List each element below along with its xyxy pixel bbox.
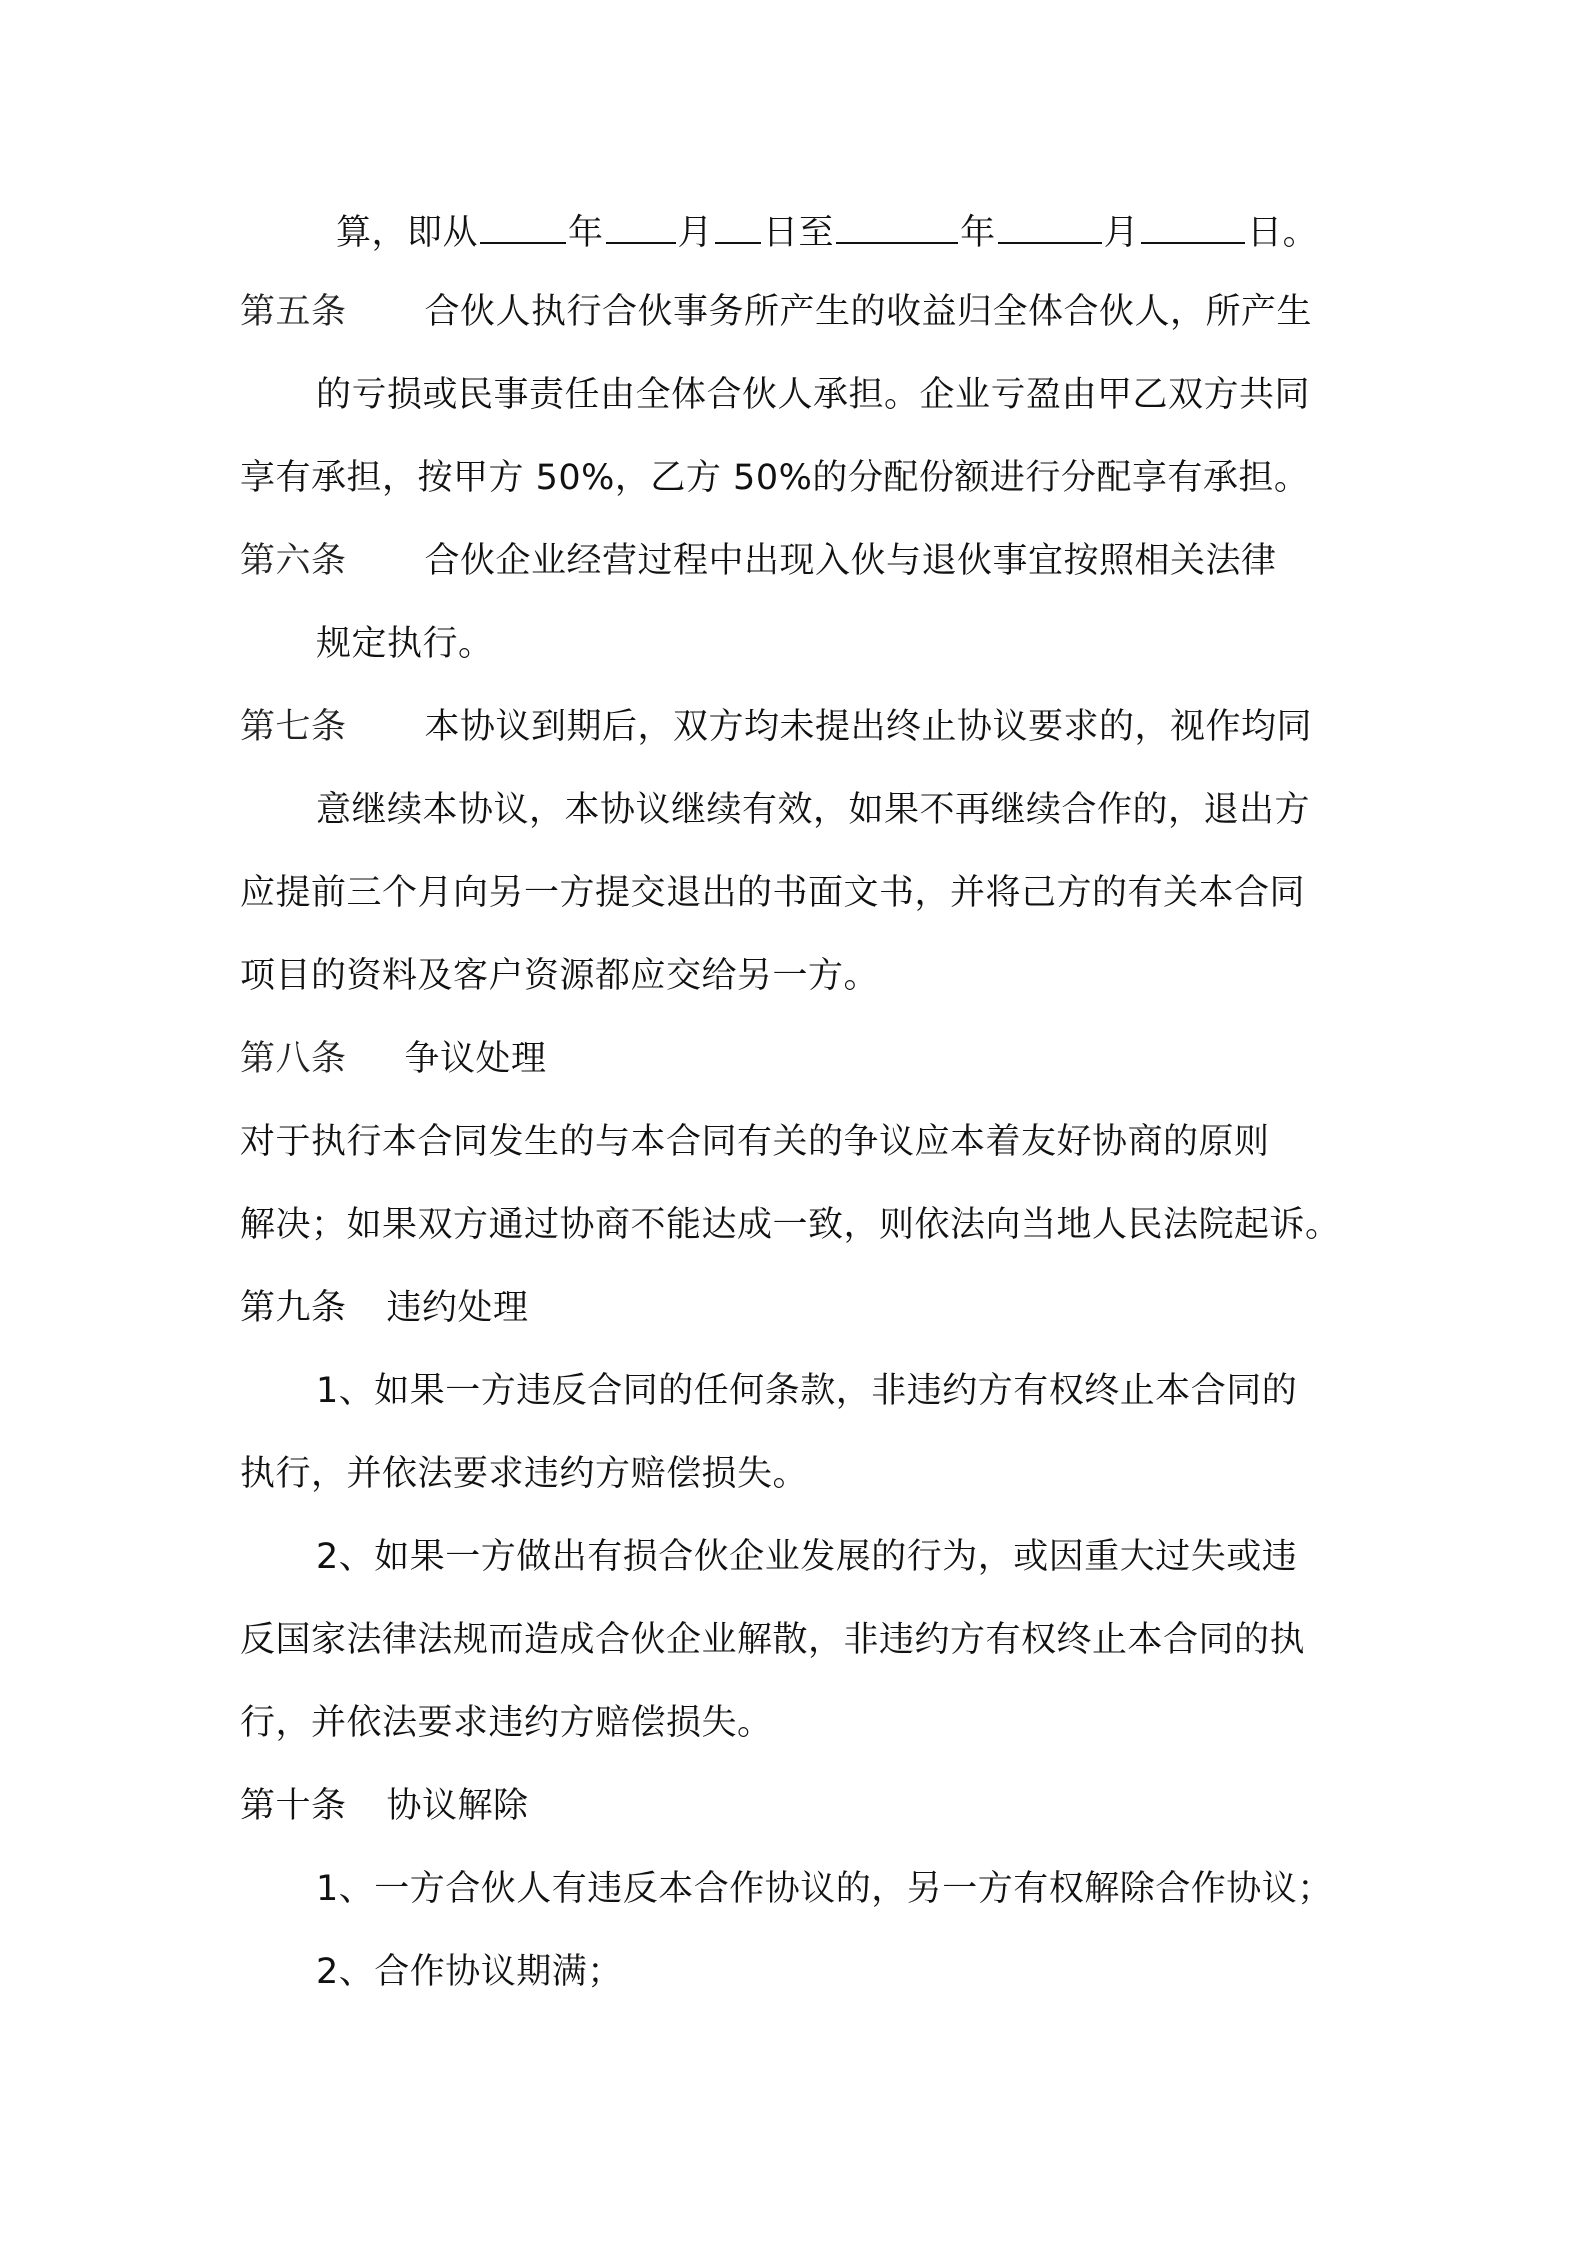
- article-text: 合伙人执行合伙事务所产生的收益归全体合伙人，所产生: [424, 292, 1313, 332]
- article-number: 第九条: [240, 1288, 347, 1328]
- article-10-heading-line: [240, 1781, 1360, 1831]
- text-fragment: 日至: [763, 213, 835, 253]
- article-5-heading-line: [240, 287, 1360, 337]
- article-number: 第七条: [240, 707, 347, 747]
- article-6-heading-line: [240, 536, 1360, 586]
- blank-end-day: [1141, 204, 1245, 244]
- paragraph-line: 2、如果一方做出有损合伙企业发展的行为，或因重大过失或违: [316, 1537, 1298, 1577]
- text-fragment: 日。: [1247, 213, 1319, 253]
- paragraph-line: 执行，并依法要求违约方赔偿损失。: [240, 1454, 809, 1494]
- blank-end-month: [998, 204, 1102, 244]
- paragraph-line: 对于执行本合同发生的与本合同有关的争议应本着友好协商的原则: [240, 1122, 1270, 1162]
- paragraph-line: 1、如果一方违反合同的任何条款，非违约方有权终止本合同的: [316, 1371, 1298, 1411]
- paragraph-line: 2、合作协议期满；: [316, 1952, 623, 1992]
- paragraph-line: 规定执行。: [316, 624, 494, 664]
- blank-start-day: [715, 204, 761, 244]
- article-number: 第五条: [240, 292, 347, 332]
- article-number: 第六条: [240, 541, 347, 581]
- article-8-heading-line: [240, 1034, 1360, 1084]
- text-fragment: 月: [1103, 213, 1140, 253]
- article-title: 违约处理: [386, 1288, 529, 1328]
- article-9-heading-line: [240, 1283, 1360, 1333]
- blank-start-month: [606, 204, 676, 244]
- text-fragment: 算，即从: [336, 213, 479, 253]
- blank-end-year: [836, 204, 958, 244]
- blank-start-year: [480, 204, 566, 244]
- paragraph-line: 项目的资料及客户资源都应交给另一方。: [240, 956, 880, 996]
- paragraph-line: 应提前三个月向另一方提交退出的书面文书，并将己方的有关本合同: [240, 873, 1306, 913]
- article-7-heading-line: [240, 702, 1360, 752]
- article-number: 第八条: [240, 1039, 347, 1079]
- article-text: 本协议到期后，双方均未提出终止协议要求的，视作均同: [424, 707, 1313, 747]
- article-title: 协议解除: [386, 1786, 529, 1826]
- text-fragment: 年: [568, 213, 604, 253]
- text-fragment: 年: [960, 213, 996, 253]
- paragraph-line: 反国家法律法规而造成合伙企业解散，非违约方有权终止本合同的执: [240, 1620, 1306, 1660]
- paragraph-line: 意继续本协议，本协议继续有效，如果不再继续合作的，退出方: [316, 790, 1311, 830]
- text-fragment: 月: [677, 213, 714, 253]
- paragraph-line: 行，并依法要求违约方赔偿损失。: [240, 1703, 773, 1743]
- article-title: 争议处理: [404, 1039, 547, 1079]
- article-number: 第十条: [240, 1786, 347, 1826]
- paragraph-line: 享有承担，按甲方 50%，乙方 50%的分配份额进行分配享有承担。: [240, 458, 1310, 498]
- article-text: 合伙企业经营过程中出现入伙与退伙事宜按照相关法律: [424, 541, 1277, 581]
- paragraph-line: 1、一方合伙人有违反本合作协议的，另一方有权解除合作协议；: [316, 1869, 1333, 1909]
- term-dates-line: [336, 204, 1456, 254]
- paragraph-line: 的亏损或民事责任由全体合伙人承担。企业亏盈由甲乙双方共同: [316, 375, 1311, 415]
- paragraph-line: 解决；如果双方通过协商不能达成一致，则依法向当地人民法院起诉。: [240, 1205, 1341, 1245]
